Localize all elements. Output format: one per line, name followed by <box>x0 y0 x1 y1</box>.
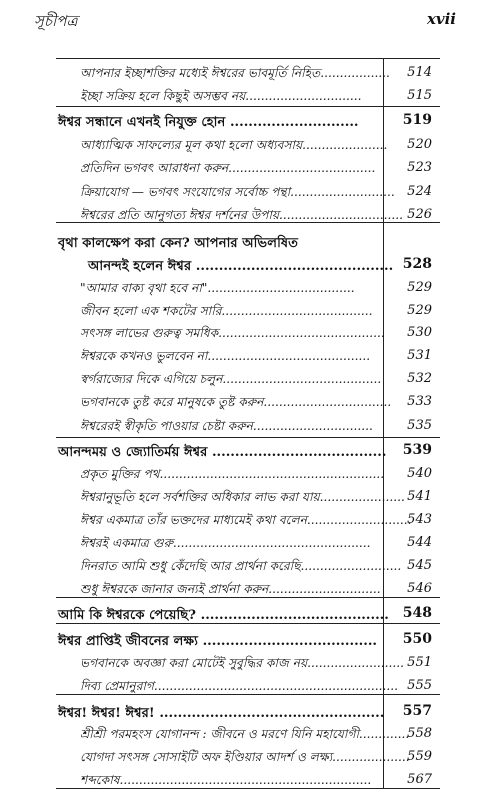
toc-subentry[interactable] <box>56 415 440 437</box>
toc-subentry[interactable] <box>56 532 440 554</box>
toc-section-entry[interactable] <box>56 109 440 131</box>
toc-page-number: 528 <box>402 256 432 272</box>
toc-entry-title: শ্রীশ্রী পরমহংস যোগানন্দ : জীবনে ও মরণে যিনি মহাযোগী............. <box>80 727 410 741</box>
toc-page-number: 532 <box>407 371 432 386</box>
toc-divider-line <box>56 58 440 59</box>
toc-page-number: 559 <box>407 749 432 764</box>
toc-entry-title: ঈশ্বর সন্ধানে এখনই নিযুক্ত হোন ............................ <box>58 115 359 130</box>
toc-section-entry[interactable] <box>56 602 440 624</box>
toc-entry-title: প্রতিদিন ভগবৎ আরাধনা করুন...................................... <box>80 161 376 175</box>
table-of-contents <box>56 58 440 788</box>
toc-page-number: 558 <box>407 726 432 741</box>
toc-entry-title: ঈশ্বর প্রাপ্তিই জীবনের লক্ষ্য ...................................... <box>58 634 378 649</box>
toc-page-number: 531 <box>407 348 432 363</box>
toc-entry-title: যোগদা সৎসঙ্গ সোসাইটি অফ ইণ্ডিয়ার আদর্শ ও লক্ষ্য.................... <box>80 750 410 764</box>
toc-page-number: 541 <box>407 489 432 504</box>
toc-entry-title: আনন্দময় ও জ্যোতির্ময় ঈশ্বর ...................................... <box>58 445 387 460</box>
toc-entry-title: ভগবানকে তুষ্ট করে মানুষকে তুষ্ট করুন................................. <box>80 395 392 409</box>
toc-page-number: 515 <box>407 88 432 103</box>
toc-page-number: 546 <box>407 581 432 596</box>
toc-entry-title: ক্রিয়াযোগ — ভগবৎ সংযোগের সর্বোচ্চ পন্থা........................... <box>80 185 395 199</box>
toc-entry-title: ভগবানকে অবজ্ঞা করা মোটেই সুবুদ্ধির কাজ নয়......................... <box>80 656 404 670</box>
toc-subentry[interactable] <box>56 134 440 156</box>
toc-page-number: 551 <box>407 655 432 670</box>
toc-entry-title: ঈশ্বরেরই স্বীকৃতি পাওয়ার চেষ্টা করুন............................... <box>80 419 373 433</box>
toc-subentry[interactable] <box>56 204 440 226</box>
toc-subentry[interactable] <box>56 157 440 179</box>
toc-entry-title: আধ্যাত্মিক সাফল্যের মূল কথা হলো অধ্যবসায়...................... <box>80 138 388 152</box>
toc-page-number: 523 <box>407 160 432 175</box>
toc-entry-title: বৃথা কালক্ষেপ করা কেন? আপনার অভিলষিত <box>58 236 299 251</box>
toc-entry-title: স্বর্গরাজ্যের দিকে এগিয়ে চলুন......................................... <box>80 372 382 386</box>
toc-page-number: 548 <box>402 605 432 621</box>
toc-entry-title: "আমার বাক্য বৃথা হবে না"...................................... <box>80 281 355 295</box>
toc-page-number: 514 <box>407 65 432 80</box>
toc-subentry[interactable] <box>56 675 440 697</box>
toc-page-number: 543 <box>407 512 432 527</box>
toc-section-entry[interactable] <box>56 230 440 252</box>
toc-subentry[interactable] <box>56 723 440 745</box>
toc-entry-title: শব্দকোষ................................................................. <box>80 773 372 787</box>
toc-page-number: 520 <box>407 137 432 152</box>
toc-page-number: 529 <box>407 303 432 318</box>
toc-section-entry[interactable] <box>56 628 440 650</box>
toc-subentry[interactable] <box>56 486 440 508</box>
toc-entry-title: ইচ্ছা সক্রিয় হলে কিছুই অসম্ভব নয়.............................. <box>80 89 362 103</box>
toc-entry-title: আপনার ইচ্ছাশক্তির মধ্যেই ঈশ্বরের ভাবমূর্তি নিহিত.................. <box>80 66 390 80</box>
toc-page-number: 540 <box>407 466 432 481</box>
toc-page-number: 567 <box>407 772 432 787</box>
toc-page-number: 524 <box>407 184 432 199</box>
toc-entry-title: ঈশ্বরানুভূতি হলে সর্বশক্তির অধিকার লাভ করা যায়...................... <box>80 490 405 504</box>
toc-subentry[interactable] <box>56 277 440 299</box>
toc-subentry[interactable] <box>56 652 440 674</box>
toc-page-number: 533 <box>407 394 432 409</box>
running-header <box>34 6 456 34</box>
toc-entry-title: প্রকৃত মুক্তির পথ.......................................................... <box>80 467 385 481</box>
toc-subentry[interactable] <box>56 769 440 791</box>
toc-entry-title: ঈশ্বর একমাত্র তাঁর ভক্তদের মাধ্যমেই কথা বলেন........................... <box>80 513 412 527</box>
toc-page-number: 519 <box>402 112 432 128</box>
toc-entry-title: শুধু ঈশ্বরকে জানার জন্যই প্রার্থনা করুন............................. <box>80 582 381 596</box>
toc-subentry[interactable] <box>56 300 440 322</box>
toc-subentry[interactable] <box>56 345 440 367</box>
header-page-number: xvii <box>426 10 456 28</box>
toc-subentry[interactable] <box>56 368 440 390</box>
toc-page-number: 539 <box>402 442 432 458</box>
toc-subentry[interactable] <box>56 181 440 203</box>
toc-entry-title: আনন্দই হলেন ঈশ্বর ........................................... <box>88 259 394 274</box>
toc-entry-title: দিনরাত আমি শুধু কেঁদেছি আর প্রার্থনা করেছি.......................... <box>80 559 402 573</box>
toc-subentry[interactable] <box>56 85 440 107</box>
toc-page-number: 555 <box>407 678 432 693</box>
toc-entry-title: ঈশ্বরকে কখনও ভুলবেন না.......................................... <box>80 349 371 363</box>
toc-page-number: 530 <box>407 325 432 340</box>
toc-entry-title: আমি কি ঈশ্বরকে পেয়েছি? ......................................... <box>58 608 389 623</box>
toc-page-number: 550 <box>402 631 432 647</box>
toc-subentry[interactable] <box>56 322 440 344</box>
toc-page-number: 557 <box>402 703 432 719</box>
toc-entry-title: দিব্য প্রেমানুরাগ............................................................... <box>80 679 398 693</box>
toc-page-number: 526 <box>407 207 432 222</box>
toc-page-number: 535 <box>407 418 432 433</box>
toc-entry-title: ঈশ্বরের প্রতি আনুগত্য ঈশ্বর দর্শনের উপায়................................ <box>80 208 404 222</box>
toc-entry-title: সৎসঙ্গ লাভের গুরুত্ব সমধিক........................................... <box>80 326 385 340</box>
toc-entry-title: জীবন হলো এক শকটের সারি....................................... <box>80 304 373 318</box>
toc-section-entry[interactable] <box>56 700 440 722</box>
toc-subentry[interactable] <box>56 555 440 577</box>
toc-subentry[interactable] <box>56 463 440 485</box>
header-title: সূচীপত্র <box>34 12 78 30</box>
toc-page-number: 545 <box>407 558 432 573</box>
toc-subentry[interactable] <box>56 746 440 768</box>
toc-section-entry[interactable] <box>56 439 440 461</box>
toc-subentry[interactable] <box>56 391 440 413</box>
toc-subentry[interactable] <box>56 578 440 600</box>
toc-section-entry[interactable] <box>56 253 440 275</box>
toc-entry-title: ঈশ্বর! ঈশ্বর! ঈশ্বর! ................................................. <box>58 706 385 721</box>
toc-subentry[interactable] <box>56 509 440 531</box>
toc-entry-title: ঈশ্বরই একমাত্র গুরু................................................... <box>80 536 371 550</box>
toc-page-number: 529 <box>407 280 432 295</box>
toc-page-number: 544 <box>407 535 432 550</box>
toc-subentry[interactable] <box>56 62 440 84</box>
